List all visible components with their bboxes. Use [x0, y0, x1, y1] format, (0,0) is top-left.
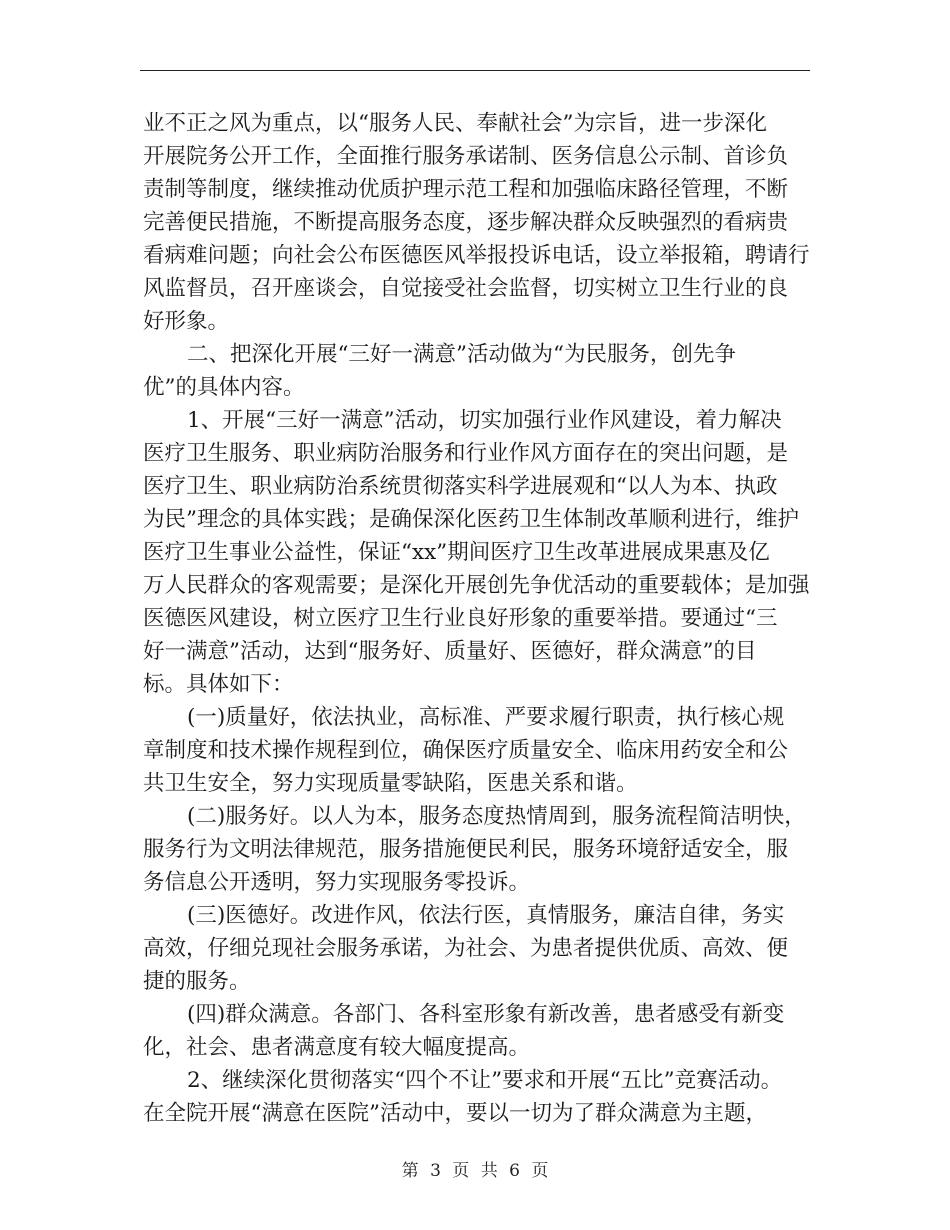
text-line: 化，社会、患者满意度有较大幅度提高。: [143, 1035, 531, 1060]
text-line: 高效，仔细兑现社会服务承诺，为社会、为患者提供优质、高效、便: [143, 936, 789, 961]
text-line: 1、开展“三好一满意”活动，切实加强行业作风建设，着力解决: [187, 408, 782, 433]
text-line: 医疗卫生、职业病防治系统贯彻落实科学进展观和“以人为本、执政: [143, 474, 778, 499]
text-line: 好一满意”活动，达到“服务好、质量好、医德好，群众满意”的目: [143, 639, 757, 664]
text-line: 为民”理念的具体实践；是确保深化医药卫生体制改革顺利进行，维护: [143, 507, 799, 532]
text-line: 共卫生安全，努力实现质量零缺陷，医患关系和谐。: [143, 771, 638, 796]
document-body: [143, 107, 843, 1130]
text-line: 万人民群众的客观需要；是深化开展创先争优活动的重要载体；是加强: [143, 573, 810, 598]
text-line: 在全院开展“满意在医院”活动中，要以一切为了群众满意为主题，: [143, 1101, 767, 1126]
text-line: 标。具体如下：: [143, 672, 294, 697]
text-line: 章制度和技术操作规程到位，确保医疗质量安全、临床用药安全和公: [143, 738, 789, 763]
text-line: 完善便民措施，不断提高服务态度，逐步解决群众反映强烈的看病贵: [143, 210, 789, 235]
text-line: 好形象。: [143, 309, 230, 334]
text-line: 责制等制度，继续推动优质护理示范工程和加强临床路径管理，不断: [143, 177, 789, 202]
page-number: 第 3 页 共 6 页: [401, 1161, 549, 1181]
text-line: 风监督员，召开座谈会，自觉接受社会监督，切实树立卫生行业的良: [143, 276, 789, 301]
text-line: 服务行为文明法律规范，服务措施便民利民，服务环境舒适安全，服: [143, 837, 789, 862]
text-line: (二)服务好。以人为本，服务态度热情周到，服务流程简洁明快，: [187, 804, 806, 829]
header-rule: [140, 70, 810, 71]
text-line: 开展院务公开工作，全面推行服务承诺制、医务信息公示制、首诊负: [143, 144, 789, 169]
text-line: 2、继续深化贯彻落实“四个不让”要求和开展“五比”竞赛活动。: [187, 1068, 783, 1093]
text-line: 优”的具体内容。: [143, 375, 305, 400]
text-line: 业不正之风为重点，以“服务人民、奉献社会”为宗旨，进一步深化: [143, 111, 767, 136]
text-line: 看病难问题；向社会公布医德医风举报投诉电话，设立举报箱，聘请行: [143, 243, 810, 268]
text-line: 医疗卫生事业公益性，保证“xx”期间医疗卫生改革进展成果惠及亿: [143, 540, 770, 565]
text-line: (一)质量好，依法执业，高标准、严要求履行职责，执行核心规: [187, 705, 785, 730]
text-line: 二、把深化开展“三好一满意”活动做为“为民服务，创先争: [187, 342, 736, 367]
text-line: (三)医德好。改进作风，依法行医，真情服务，廉洁自律，务实: [187, 903, 785, 928]
text-line: (四)群众满意。各部门、各科室形象有新改善，患者感受有新变: [187, 1002, 785, 1027]
text-line: 捷的服务。: [143, 969, 251, 994]
text-line: 医德医风建设，树立医疗卫生行业良好形象的重要举措。要通过“三: [143, 606, 778, 631]
text-line: 医疗卫生服务、职业病防治服务和行业作风方面存在的突出问题，是: [143, 441, 789, 466]
text-line: 务信息公开透明，努力实现服务零投诉。: [143, 870, 531, 895]
